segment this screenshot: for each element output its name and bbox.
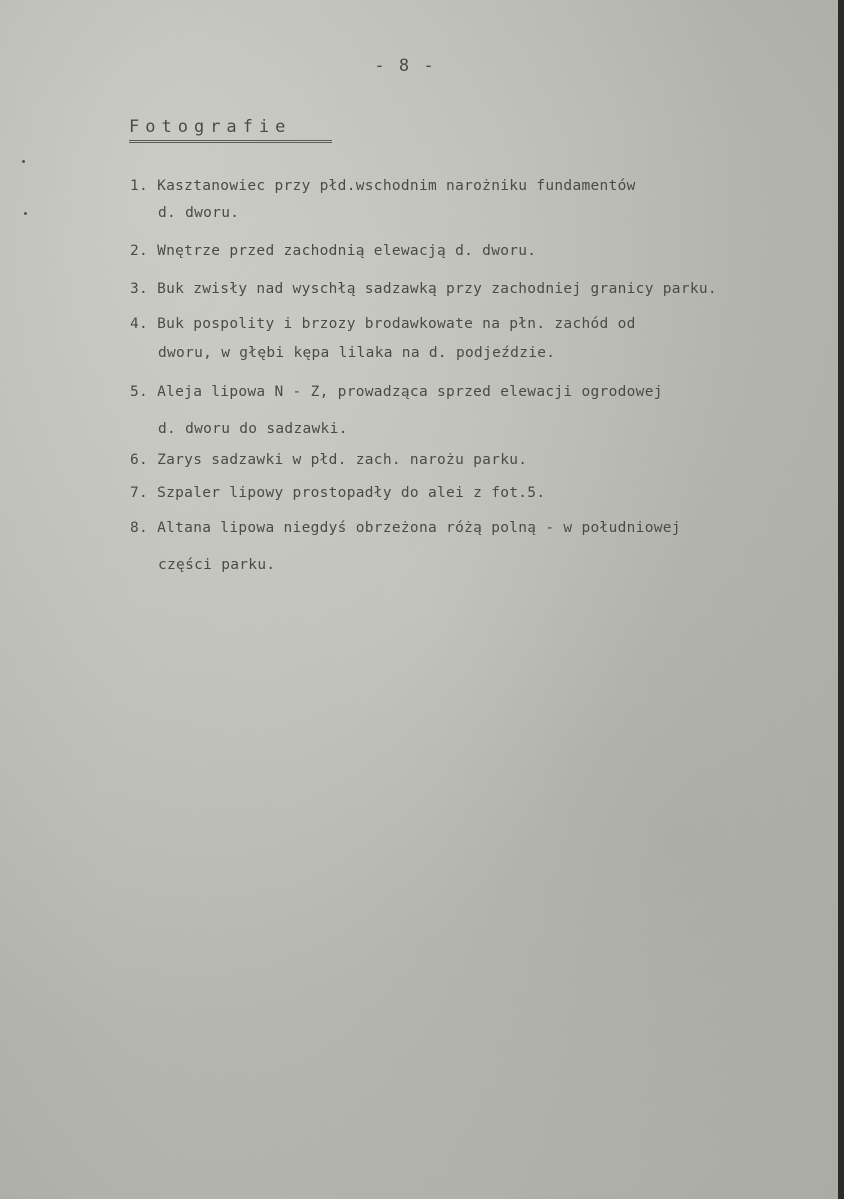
list-item-line: 2. Wnętrze przed zachodnią elewacją d. dworu. [130,243,537,259]
list-item-line: 7. Szpaler lipowy prostopadły do alei z fot.5. [130,485,546,501]
list-item-line: 4. Buk pospolity i brzozy brodawkowate na płn. zachód od [130,316,636,332]
list-item-line: 1. Kasztanowiec przy płd.wschodnim narożniku fundamentów [130,178,636,194]
list-item-line: 8. Altana lipowa niegdyś obrzeżona różą polną - w południowej [130,520,681,536]
margin-dot [22,160,25,163]
list-item-line: 3. Buk zwisły nad wyschłą sadzawką przy zachodniej granicy parku. [130,281,717,297]
heading-underline [129,140,332,143]
list-item-line: d. dworu. [158,205,240,221]
margin-dot [24,212,27,215]
list-item-line: d. dworu do sadzawki. [158,421,348,437]
page-number: - 8 - [374,56,436,76]
page-edge-shadow [838,0,844,1199]
page-heading: Fotografie [129,117,292,137]
list-item-line: części parku. [158,557,276,573]
list-item-line: 6. Zarys sadzawki w płd. zach. narożu parku. [130,452,528,468]
list-item-line: dworu, w głębi kępa lilaka na d. podjeździe. [158,345,556,361]
list-item-line: 5. Aleja lipowa N - Z, prowadząca sprzed elewacji ogrodowej [130,384,663,400]
